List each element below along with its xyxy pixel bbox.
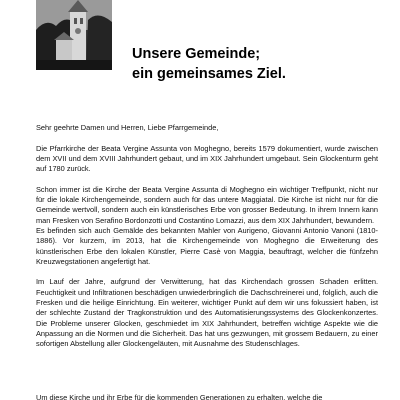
page-heading: [132, 44, 286, 84]
paragraph-2: Schon immer ist die Kirche der Beata Vergine Assunta di Moghegno ein wichtiger Treffpunkt, nicht nur für die lokale Kirchengemeinde, sondern auch für das untere Maggiatal. Die Kirche ist nicht nur für die Gemeinde wertvoll, sondern auch ein künstlerisches Erbe von grosser Bedeutung. In ihrem Innern kann man Fresken von Serafino Bordonzotti und Costantino Lomazzi, aus dem XIX Jahrhundert, bewundern.: [36, 184, 378, 225]
paragraph-3: Es befinden sich auch Gemälde des bekannten Mahler von Aurigeno, Giovanni Antonio Vanoni (1810-1886). Vor kurzem, im 2013, hat die Kirchengemeinde von Moghegno die Erweiterung des künstlerischen Erbe den lokalen Künstler, Pierre Casè von Maggia, beauftragt, welcher die fünfzehn Kreuzwegstationen angefertigt hat.: [36, 225, 378, 266]
cut-off-line: Um diese Kirche und ihr Erbe für die kommenden Generationen zu erhalten, welche die: [36, 393, 323, 400]
paragraph-4: Im Lauf der Jahre, aufgrund der Verwitterung, hat das Kirchendach grossen Schaden erlitten. Feuchtigkeit und Infiltrationen beschädigen unwiederbringlich die Dachschreinerei und, folglich, auch die Fresken und die heilige Einrichtung. Ein weiterer, wichtiger Punkt auf dem wir uns fokussiert haben, ist der schlechte Zustand der Tragkonstruktion und des Automatisierungssystems des Glockenkonzertes. Die Probleme unserer Glocken, geschmiedet im XIX Jahrhundert, betreffen wichtige Aspekte wie die Anpassung an die Normen und die Sicherheit. Das hat uns gezwungen, mit grossem Bedauern, zu einer sofortigen Abstellung aller Glockengeläuten, mit Ausnahme des Studenschlages.: [36, 277, 378, 349]
heading-line-2: ein gemeinsames Ziel.: [132, 66, 286, 82]
salutation: Sehr geehrte Damen und Herren, Liebe Pfarrgemeinde,: [36, 123, 219, 132]
church-tower-photo: [36, 0, 112, 70]
letter-body: [36, 123, 378, 360]
paragraph-1: Die Pfarrkirche der Beata Vergine Assunta von Moghegno, bereits 1579 dokumentiert, wurde zwischen dem XVII und dem XVIII Jahrhundert gebaut, und im XIX Jahrhundert umgebaut. Sein Glockenturm geht auf 1780 zurück.: [36, 143, 378, 174]
heading-line-1: Unsere Gemeinde;: [132, 46, 261, 62]
